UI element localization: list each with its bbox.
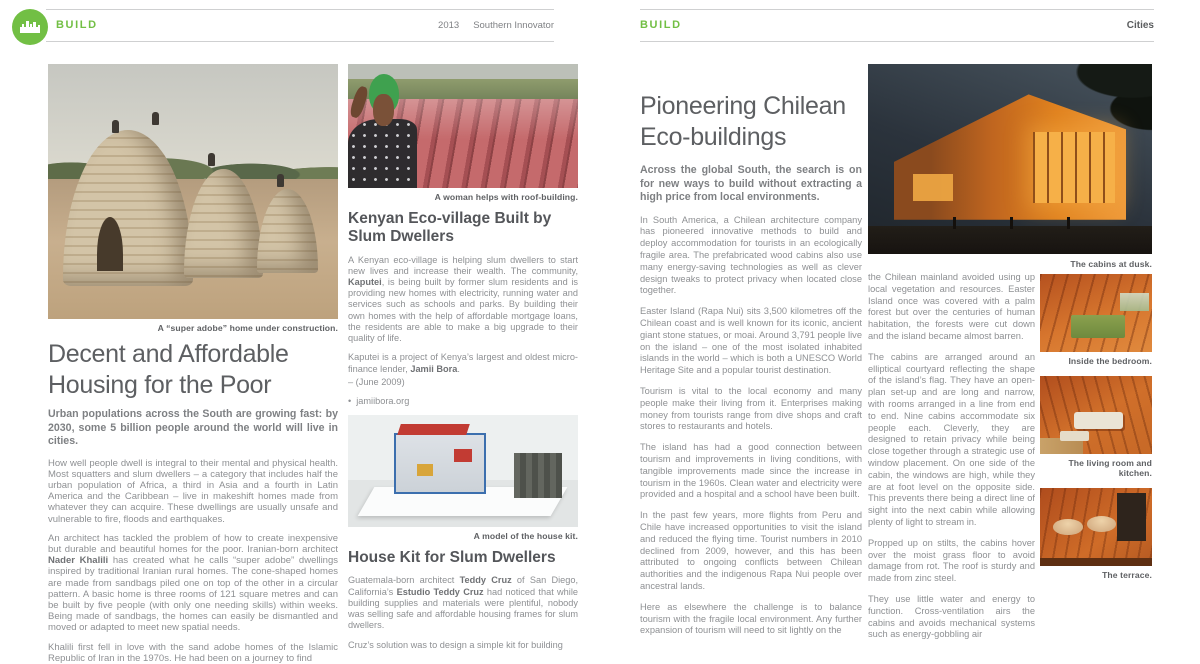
cabin-window — [1033, 132, 1115, 202]
paragraph: Cruz’s solution was to design a simple kit for building — [348, 639, 563, 650]
article-body — [48, 458, 338, 664]
article-body — [348, 255, 578, 408]
paragraph: They use little water and energy to function. Cross-ventilation airs the cabins and avoids mechanical systems such as energy-gobbling air — [868, 593, 1035, 640]
model-frame — [394, 433, 486, 493]
worker-figure — [208, 153, 215, 166]
article-body — [868, 272, 1035, 641]
bullet-icon: • — [348, 395, 352, 406]
bowl — [1053, 519, 1082, 535]
photo-house-kit-model — [348, 415, 578, 527]
paragraph: the Chilean mainland avoided using up local vegetation and resources. Easter Island once was covered with a palm forest but over the centuries of human habitation, the forests were cut down and the island became almost barren. — [868, 272, 1035, 341]
column-right-2 — [868, 272, 1035, 641]
photo-cabins-at-dusk — [868, 64, 1152, 254]
photo-caption: A woman helps with roof-building. — [434, 192, 578, 202]
bed — [1071, 315, 1125, 338]
header-rule-top-left — [46, 9, 554, 10]
article-lead: Across the global South, the search is on for new ways to build without extracting a high price from local environments. — [640, 164, 862, 204]
woman-figure — [348, 119, 417, 188]
photo-roof-building — [348, 64, 578, 188]
photo-cabins-dusk-block — [868, 64, 1152, 269]
photo-caption: The living room and kitchen. — [1068, 458, 1152, 478]
bowl — [1087, 516, 1116, 532]
sofa — [1074, 412, 1123, 429]
article-body — [640, 215, 862, 638]
column-right-thumbs — [1040, 274, 1152, 641]
worker-figure — [152, 112, 159, 125]
paragraph: A Kenyan eco-village is helping slum dwellers to start new lives and increase their wealth. The community, Kaputei, is being built by former slum residents and is providing new homes with electricity, running water and services such as schools and parks. By building their own homes with the help of affordable mortgage loans, the residents are able to make a big upgrade to their quality of life. — [348, 254, 578, 344]
date-line: – (June 2009) — [348, 376, 405, 387]
window-slit — [1117, 493, 1146, 541]
paragraph: Here as elsewhere the challenge is to balance tourism with the fragile local environment. Any further expansion of tourism will need to sit lightly on the — [640, 601, 862, 636]
photo-caption: The cabins at dusk. — [1070, 259, 1152, 269]
article-title-chilean: Pioneering Chilean Eco-buildings — [640, 92, 846, 151]
section-brand-right: BUILD — [640, 19, 682, 31]
section-tag-cities: Cities — [1126, 20, 1154, 31]
paragraph: Propped up on stilts, the cabins hover over the moist grass floor to avoid damage from rot. The roof is sturdy and made from zinc steel. — [868, 537, 1035, 584]
header-rule-bottom-right — [640, 41, 1154, 42]
column-right-1 — [640, 64, 862, 641]
paragraph: In the past few years, more flights from Peru and Chile have increased opportunities to visit the island and reduced the flying time. Tourist numbers in 2010 declined from 2009, however, and this has been attributed to ongoing conflicts between Chilean authorities and the indigenous Rapa Nui people over ancestral lands. — [640, 510, 862, 591]
paragraph: Kaputei is a project of Kenya’s largest and oldest micro-finance lender, Jamii Bora. — [348, 352, 578, 374]
header-rule-top-right — [640, 9, 1154, 10]
column-left-1 — [48, 64, 338, 664]
paragraph: Khalili first fell in love with the sand adobe homes of the Islamic Republic of Iran in the 1970s. He had been on a journey to find — [48, 641, 338, 664]
paragraph: In South America, a Chilean architecture company has pioneered innovative methods to build and deploy accommodation for tourists in an ecologically fragile area. The prefabricated wood cabins also use many energy-saving technologies as well as clever design tweaks to protect privacy when located close together. — [640, 214, 862, 296]
paragraph: The cabins are arranged around an elliptical courtyard reflecting the shape of the island’s flag. They have an open-plan set-up and are long and narrow, with rooms arranged in a line from end to end. Nine cabins accommodate six people each. Cleverly, they are designed to retain privacy while being close together through a strategic use of window placement. On one side of the cabin, the windows are high, while they are at foot level on the opposite side. This prevents there being a direct line of sight into the next cabin while allowing plenty of light to stream in. — [868, 351, 1035, 527]
paragraph: How well people dwell is integral to their mental and physical health. Most squatters and slum dwellers – a category that includes half the urban population of Africa, a third in Asia and a fourth in Latin America and the Caribbean – live in makeshift homes made from whatever they can acquire. These dwellings are usually unsafe and vulnerable to fire, floods and earthquakes. — [48, 457, 338, 525]
publication-info — [354, 20, 554, 31]
publication-year: 2013 — [438, 20, 460, 31]
table — [1060, 431, 1089, 441]
publication-logo — [12, 9, 48, 45]
model-block — [514, 453, 562, 498]
paragraph: Guatemala-born architect Teddy Cruz of San Diego, California’s Estudio Teddy Cruz had noticed that while building supplies and materials were plentiful, nobody was selling safe and affordable housing frames for slum dwellers. — [348, 575, 578, 631]
column-left-2 — [348, 64, 578, 650]
article-title-kenya: Kenyan Eco-village Built by Slum Dwellers — [348, 210, 552, 246]
article-title-housing: Decent and Affordable Housing for the Poor — [48, 340, 289, 399]
photo-caption: A model of the house kit. — [473, 531, 578, 542]
photo-terrace — [1040, 488, 1152, 566]
paragraph: An architect has tackled the problem of how to create inexpensive but durable and beautiful homes for the poor. Iranian-born architect Nader Khalili has created what he calls “super adobe” dwellings inspired by traditional Iranian rural homes. The cone-shaped homes are made from sandbags piled one on top of the other in a circular pattern. A basic home is three rooms of 121 square metres and can be built by five people (with only one needing skills) within weeks. Being made of sandbags, the homes can easily be dismantled and moved or adapted to meet new spatial needs. — [48, 532, 338, 634]
photo-caption: Inside the bedroom. — [1068, 356, 1152, 366]
paragraph: Tourism is vital to the local economy and many people make their living from it. Enterprises making money from tourists range from dive shops and craft stores to restaurants and hotels. — [640, 386, 862, 432]
paragraph: Easter Island (Rapa Nui) sits 3,500 kilometres off the Chilean coast and is well known for its iconic, ancient giant stone statues, or moai. Around 3,791 people live on the island – one of the most isolated inhabited islands in the world – which is both a UNESCO World Heritage Site and a popular tourist destination. — [640, 306, 862, 376]
photo-super-adobe — [48, 64, 338, 319]
jamiibora-link[interactable]: jamiibora.org — [356, 395, 410, 406]
link-line — [348, 396, 578, 407]
photo-bedroom — [1040, 274, 1152, 352]
photo-caption: A “super adobe” home under construction. — [157, 323, 338, 333]
worker-figure — [112, 120, 119, 133]
header-rule-bottom-left — [46, 41, 554, 42]
worker-figure — [277, 174, 284, 187]
article-lead: Urban populations across the South are growing fast: by 2030, some 5 billion people around the world will live in cities. — [48, 408, 338, 448]
city-skyline-icon — [18, 15, 42, 39]
photo-living-room — [1040, 376, 1152, 454]
publication-name: Southern Innovator — [473, 20, 554, 31]
paragraph: The island has had a good connection between tourism and improvements in living conditions, with tangible improvements made since the increase in tourism in the 1960s. Clean water and electricity were provided and a hospital and a school have been built. — [640, 442, 862, 500]
article-title-housekit: House Kit for Slum Dwellers — [348, 549, 556, 567]
section-brand-left: BUILD — [56, 19, 98, 31]
article-body — [348, 575, 578, 650]
photo-caption: The terrace. — [1102, 570, 1152, 580]
